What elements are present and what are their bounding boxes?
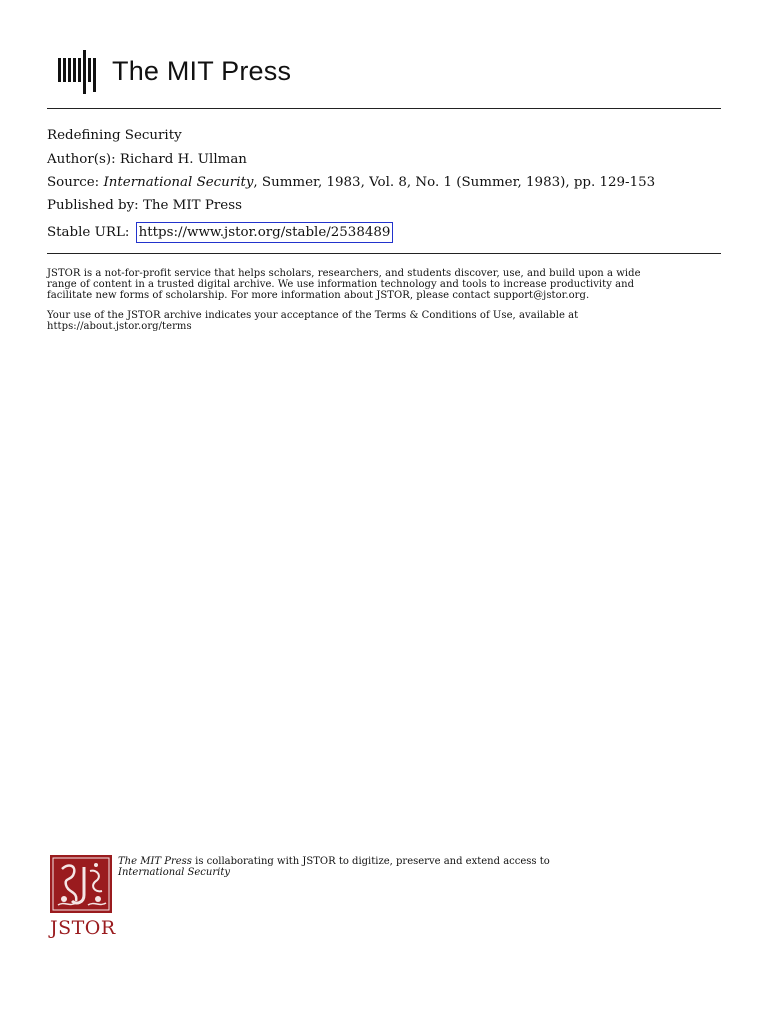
jstor-notice	[47, 268, 641, 301]
source-details: , Summer, 1983, Vol. 8, No. 1 (Summer, 1983), pp. 129-153	[253, 175, 656, 190]
header-divider	[47, 108, 721, 109]
notice-line: JSTOR is a not-for-profit service that helps scholars, researchers, and students discover, use, and build upon a wide	[47, 268, 641, 279]
article-title: Redefining Security	[47, 128, 182, 143]
collab-line-1	[118, 856, 550, 867]
collab-text: is collaborating with JSTOR to digitize, preserve and extend access to	[191, 856, 550, 867]
content-divider	[47, 253, 721, 254]
collab-journal: International Security	[118, 867, 230, 878]
publisher-name: The MIT Press	[112, 55, 292, 86]
author-name: Richard H. Ullman	[119, 152, 247, 167]
published-line	[47, 197, 242, 214]
publisher-header	[58, 46, 291, 96]
notice-line: facilitate new forms of scholarship. For more information about JSTOR, please contact support@jstor.org.	[47, 290, 590, 301]
author-label: Author(s):	[47, 152, 116, 167]
stable-url-label: Stable URL:	[47, 225, 130, 240]
mit-press-logo-icon	[58, 48, 100, 94]
published-by: The MIT Press	[142, 198, 242, 213]
jstor-wordmark: JSTOR	[50, 917, 116, 939]
terms-url[interactable]: https://about.jstor.org/terms	[47, 321, 192, 332]
source-line	[47, 174, 655, 191]
journal-title: International Security	[103, 175, 254, 190]
notice-line: range of content in a trusted digital archive. We use information technology and tools to increase productivity and	[47, 279, 635, 290]
jstor-seal-icon	[50, 855, 112, 913]
published-label: Published by:	[47, 198, 139, 213]
terms-line: Your use of the JSTOR archive indicates your acceptance of the Terms & Conditions of Use, available at	[47, 310, 579, 321]
collaboration-note	[118, 856, 550, 878]
collab-publisher: The MIT Press	[118, 856, 192, 867]
stable-url-link[interactable]: https://www.jstor.org/stable/2538489	[136, 222, 394, 243]
author-line	[47, 151, 247, 168]
source-label: Source:	[47, 175, 100, 190]
collab-line-2	[118, 867, 550, 878]
jstor-footer-logo	[50, 855, 116, 939]
stable-url-line	[47, 222, 393, 243]
terms-notice	[47, 310, 578, 332]
